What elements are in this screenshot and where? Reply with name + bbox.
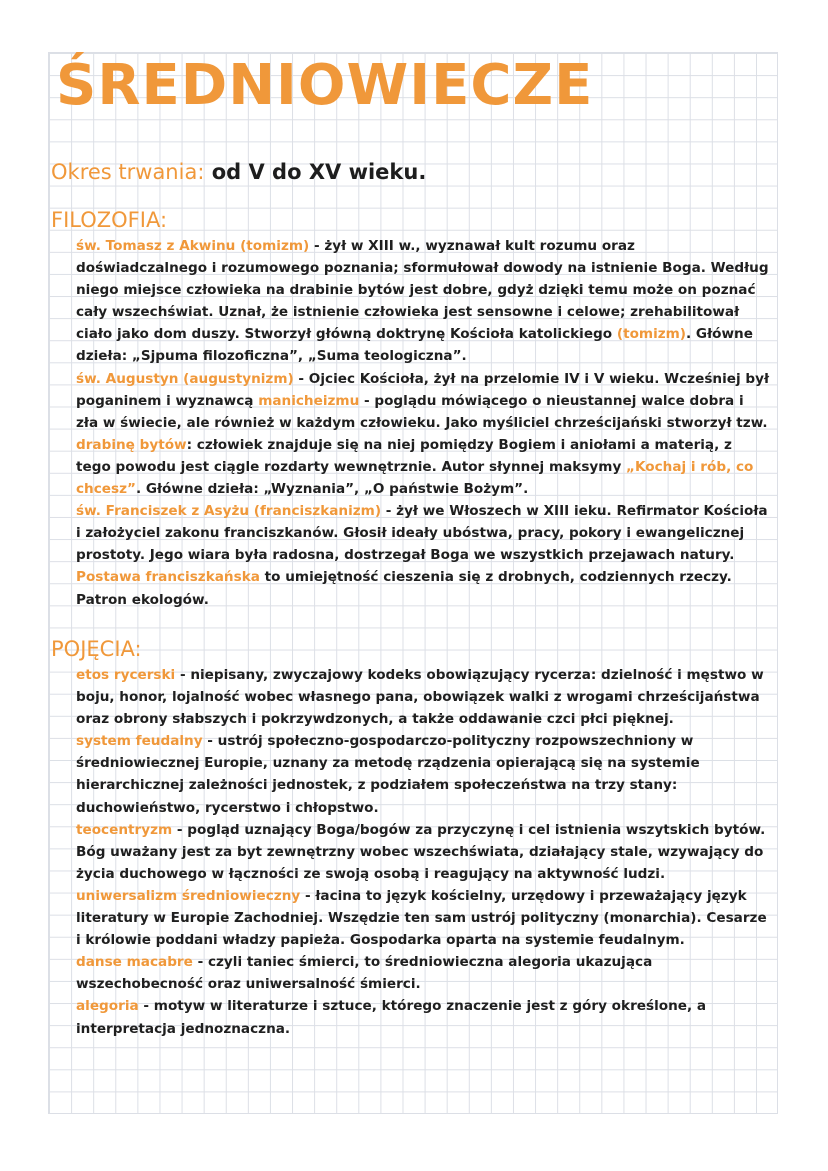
philosopher-name: św. Franciszek z Asyżu (franciszkanizm): [76, 503, 382, 520]
concept-term: uniwersalizm średniowieczny: [76, 887, 301, 904]
concept-item: alegoria - motyw w literaturze i sztuce, którego znaczenie jest z góry określone, a interpretacja jednoznaczna.: [76, 998, 707, 1037]
period-label: Okres trwania:: [51, 160, 205, 184]
concept-term: etos rycerski: [76, 667, 176, 683]
philosopher-tomasz: św. Tomasz z Akwinu (tomizm) - żył w XIII w., wyznawał kult rozumu oraz doświadczalnego i rozumowego poznania; sformułował dowody na istnienie Boga. Według niego miejsce człowieka na drabinie bytów jest dobre, gdyż dzięki temu może on poznać cały wszechświat. Uznał, że istnienie człowieka jest sensowne i celowe; zrehabilitował ciało jako dom duszy. Stworzył główną doktrynę Kościoła katolickiego (tomizm). Główne dzieła: „Sjpuma filozoficzna”, „Suma teologiczna”.: [76, 238, 769, 365]
philosopher-franciszek: św. Franciszek z Asyżu (franciszkanizm) - żył we Włoszech w XIII ieku. Refirmator Kościoła i założyciel zakonu franciszkanów. Głosił ideały ubóstwa, pracy, pokory i ewangelicznej prostoty. Jego wiara była radosna, dostrzegał Boga we wszystkich przejawach natury. Postawa franciszkańska to umiejętność cieszenia się z drobnych, codziennych rzeczy. Patron ekologów.: [76, 503, 768, 608]
concept-item: danse macabre - czyli taniec śmierci, to średniowieczna alegoria ukazująca wszechobecność oraz uniwersalność śmierci.: [76, 954, 653, 993]
concept-item: etos rycerski - niepisany, zwyczajowy kodeks obowiązujący rycerza: dzielność i męstwo w boju, honor, lojalność wobec własnego pana, obowiązek walki z wrogami chrześcijaństwa oraz obrony słabszych i pokrzywdzonych, a także oddawanie czci płci pięknej.: [76, 667, 764, 728]
concept-term: danse macabre: [76, 954, 193, 971]
concept-term: alegoria: [76, 998, 139, 1015]
period-line: [51, 160, 426, 185]
concepts-section: [76, 664, 770, 1040]
concepts-heading: POJĘCIA:: [51, 637, 142, 661]
philosophy-heading: FILOZOFIA:: [51, 208, 168, 232]
philosopher-name: św. Tomasz z Akwinu (tomizm): [76, 238, 310, 254]
period-value: od V do XV wieku.: [211, 160, 427, 184]
concept-item: uniwersalizm średniowieczny - łacina to język kościelny, urzędowy i przeważający język literatury w Europie Zachodniej. Wszędzie ten sam ustrój polityczny (monarchia). Cesarze i królowie poddani władzy papieża. Gospodarka oparta na systemie feudalnym.: [76, 887, 767, 949]
philosophy-section: [76, 235, 770, 611]
concept-term: teocentryzm: [76, 821, 173, 838]
page-title: ŚREDNIOWIECZE: [56, 53, 594, 118]
concept-term: system feudalny: [76, 733, 203, 750]
philosopher-augustyn: św. Augustyn (augustynizm) - Ojciec Kościoła, żył na przelomie IV i V wieku. Wcześniej był poganinem i wyznawcą manicheizmu - poglądu mówiącego o nieustannej walce dobra i zła w świecie, ale również w każdym człowieku. Jako myśliciel chrześcijański stworzył tzw. drabinę bytów: człowiek znajduje się na niej pomiędzy Bogiem i aniołami a materią, z tego powodu jest ciągle rozdarty wewnętrznie. Autor słynnej maksymy „Kochaj i rób, co chcesz”. Główne dzieła: „Wyznania”, „O państwie Bożym”.: [76, 370, 769, 498]
philosopher-name: św. Augustyn (augustynizm): [76, 370, 294, 387]
concept-item: system feudalny - ustrój społeczno-gospodarczo-polityczny rozpowszechniony w średniowiecznej Europie, uznany za metodę rządzenia opierającą się na systemie hierarchicznej zależności jednostek, z podziałem społeczeństwa na trzy stany: duchowieństwo, rycerstwo i chłopstwo.: [76, 733, 700, 816]
concept-item: teocentryzm - pogląd uznający Boga/bogów za przyczynę i cel istnienia wszytskich bytów. Bóg uważany jest za byt zewnętrzny wobec wszechświata, działający stale, wzywający do życia duchowego w łączności ze swoją osobą i reagujący na aktywność ludzi.: [76, 821, 766, 882]
